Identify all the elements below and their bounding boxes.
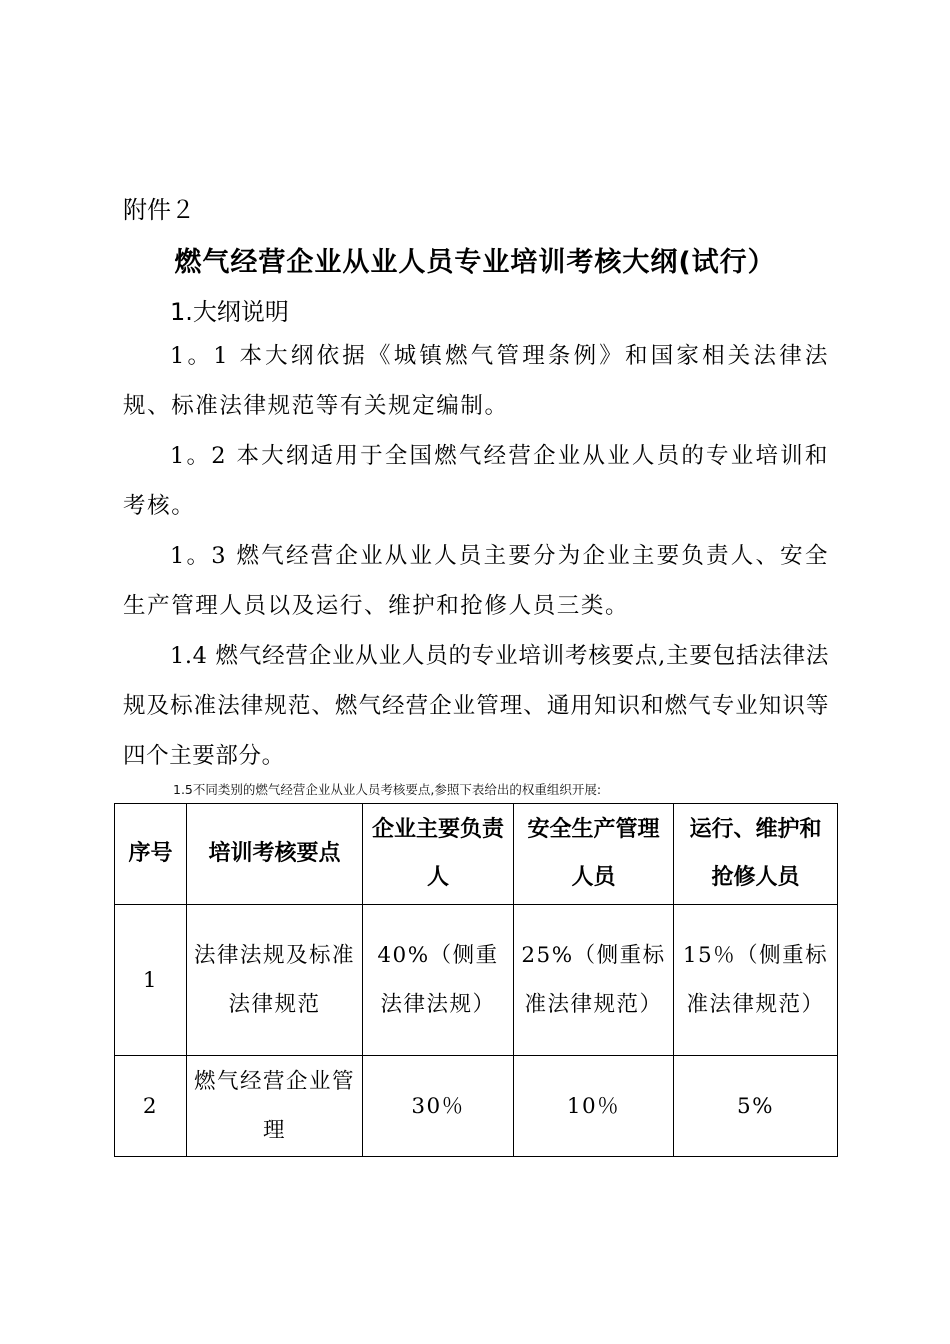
- cell-assessment-point: 燃气经营企业管理: [187, 1056, 363, 1157]
- paragraph-1-2: 1。2 本大纲适用于全国燃气经营企业从业人员的专业培训和考核。: [123, 443, 829, 519]
- table-note: 1.5不同类别的燃气经营企业从业人员考核要点,参照下表给出的权重组织开展:: [173, 782, 602, 797]
- paragraph-1-4: 1.4 燃气经营企业从业人员的专业培训考核要点,主要包括法律法规及标准法律规范、燃气经营企业管理、通用知识和燃气专业知识等四个主要部分。: [123, 643, 829, 769]
- attachment-label: 附件２: [123, 196, 195, 224]
- header-index: 序号: [115, 804, 187, 905]
- cell-enterprise-head: 40%（侧重法律法规）: [363, 905, 514, 1056]
- cell-safety-manager: 10％: [514, 1056, 674, 1157]
- cell-assessment-point: 法律法规及标准法律规范: [187, 905, 363, 1056]
- table-row: [115, 1056, 838, 1157]
- table-row: [115, 905, 838, 1056]
- table-header-row: [115, 804, 838, 905]
- section-heading: 1.大纲说明: [170, 298, 289, 326]
- header-assessment-point: 培训考核要点: [187, 804, 363, 905]
- header-operation-staff: 运行、维护和抢修人员: [674, 804, 838, 905]
- cell-operation-staff: 5%: [674, 1056, 838, 1157]
- cell-index: 2: [115, 1056, 187, 1157]
- paragraph-1-1: 1。1 本大纲依据《城镇燃气管理条例》和国家相关法律法规、标准法律规范等有关规定编制。: [123, 343, 829, 419]
- header-safety-manager: 安全生产管理人员: [514, 804, 674, 905]
- cell-safety-manager: 25%（侧重标准法律规范）: [514, 905, 674, 1056]
- cell-index: 1: [115, 905, 187, 1056]
- weight-table: [114, 803, 838, 1157]
- cell-operation-staff: 15％（侧重标准法律规范）: [674, 905, 838, 1056]
- header-enterprise-head: 企业主要负责人: [363, 804, 514, 905]
- cell-enterprise-head: 30％: [363, 1056, 514, 1157]
- document-title: 燃气经营企业从业人员专业培训考核大纲(试行）: [174, 247, 776, 278]
- paragraph-1-3: 1。3 燃气经营企业从业人员主要分为企业主要负责人、安全生产管理人员以及运行、维护和抢修人员三类。: [123, 543, 829, 619]
